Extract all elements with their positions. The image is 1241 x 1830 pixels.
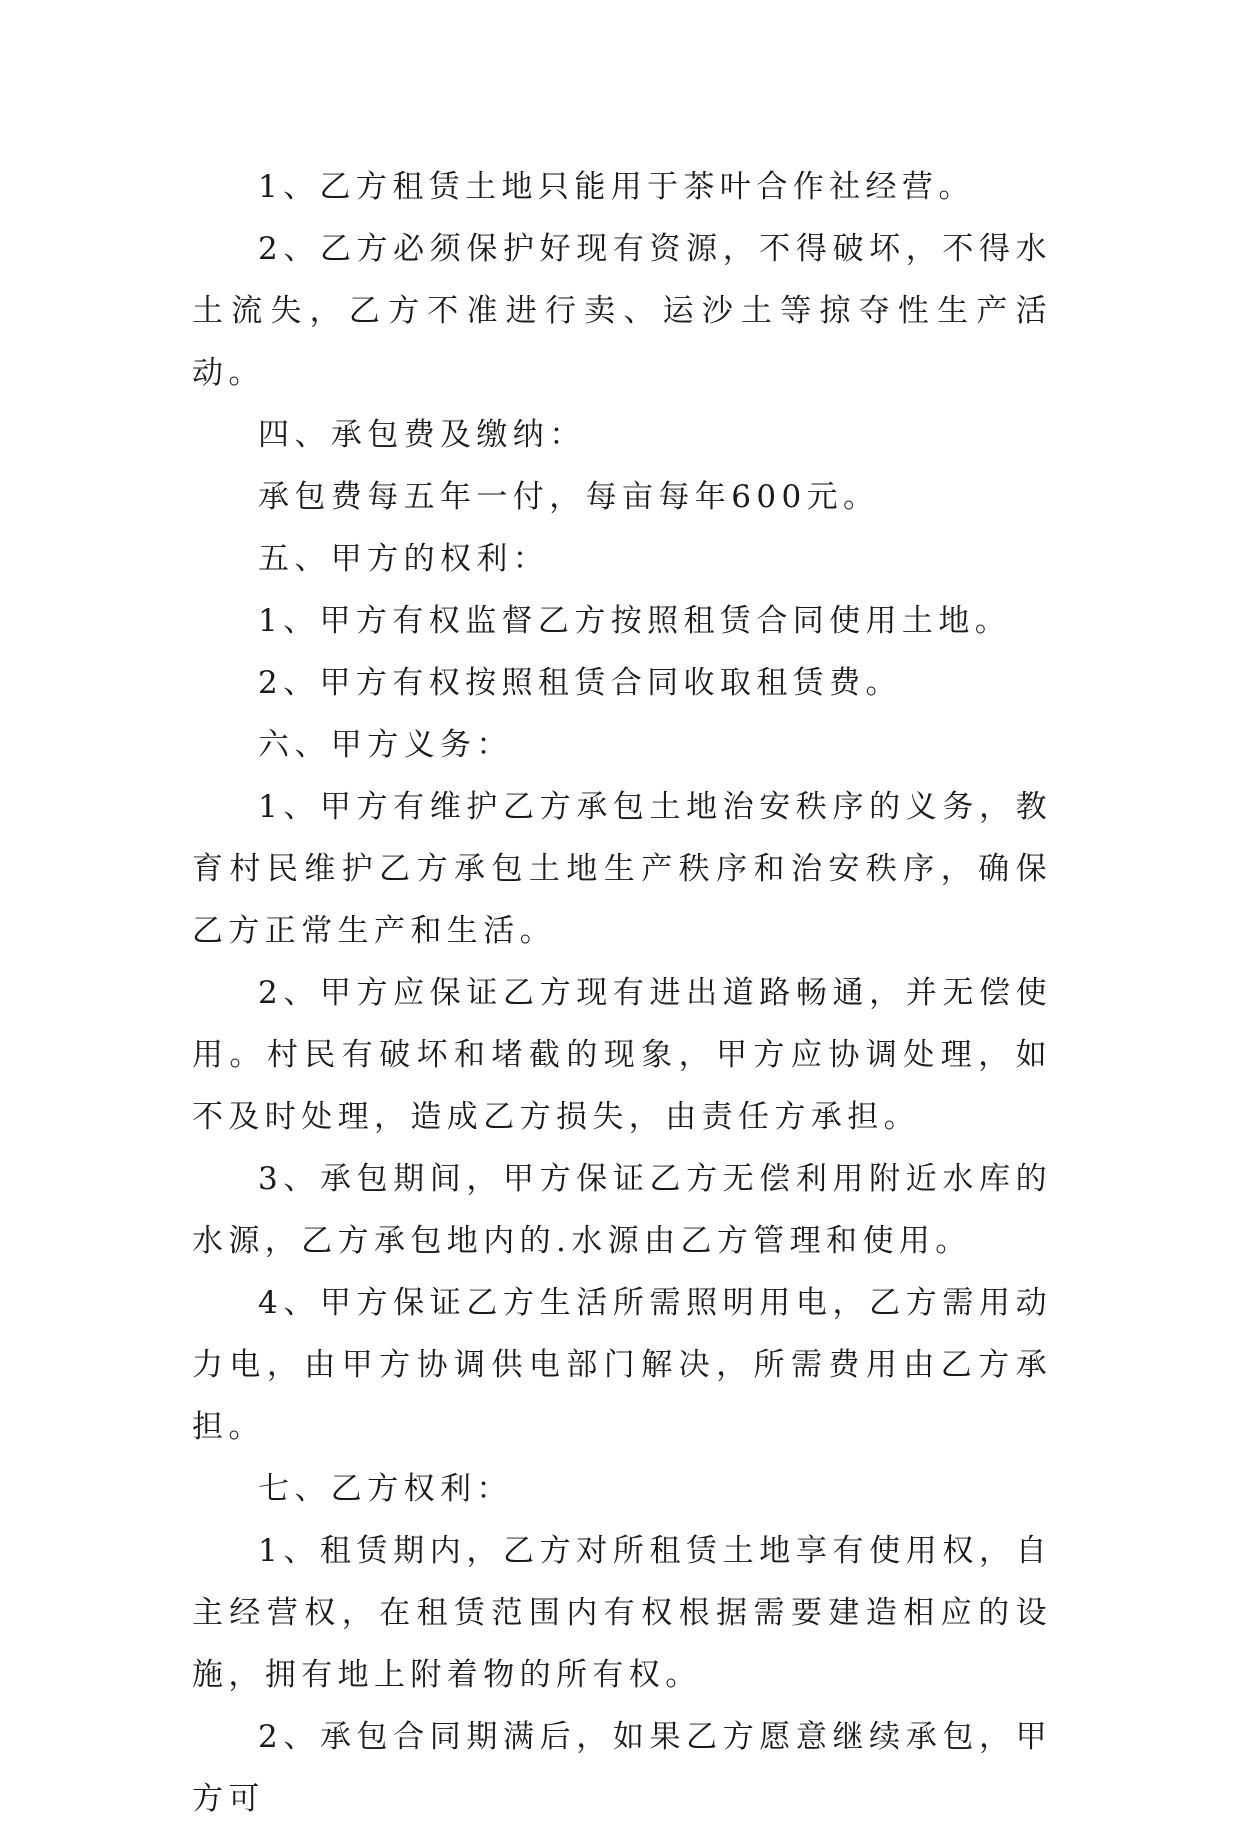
- paragraph-party-a-right-2: 2、甲方有权按照租赁合同收取租赁费。: [258, 665, 902, 701]
- paragraph-party-a-duty-2: 2、甲方应保证乙方现有进出道路畅通，并无偿使用。村民有破坏和堵截的现象，甲方应协调处理，如不及时处理，造成乙方损失，由责任方承担。: [192, 975, 1052, 1135]
- paragraph-clause-1-usage: 1、乙方租赁土地只能用于茶叶合作社经营。: [258, 169, 975, 205]
- paragraph-party-a-duty-3: 3、承包期间，甲方保证乙方无偿利用附近水库的水源，乙方承包地内的.水源由乙方管理和使用。: [192, 1161, 1052, 1259]
- paragraph-fee-terms: 承包费每五年一付，每亩每年600元。: [258, 479, 880, 515]
- paragraph-party-a-duty-4: 4、甲方保证乙方生活所需照明用电，乙方需用动力电，由甲方协调供电部门解决，所需费用由乙方承担。: [192, 1285, 1052, 1445]
- paragraph-party-a-duty-1: 1、甲方有维护乙方承包土地治安秩序的义务，教育村民维护乙方承包土地生产秩序和治安秩序，确保乙方正常生产和生活。: [192, 789, 1052, 949]
- paragraph-clause-2-protection: 2、乙方必须保护好现有资源，不得破坏，不得水土流失，乙方不准进行卖、运沙土等掠夺性生产活动。: [192, 231, 1052, 391]
- paragraph-party-b-right-2: 2、承包合同期满后，如果乙方愿意继续承包，甲方可: [192, 1719, 1052, 1817]
- paragraph-party-a-right-1: 1、甲方有权监督乙方按照租赁合同使用土地。: [258, 603, 1012, 639]
- paragraph-party-b-right-1: 1、租赁期内，乙方对所租赁土地享有使用权，自主经营权，在租赁范围内有权根据需要建造相应的设施，拥有地上附着物的所有权。: [192, 1533, 1052, 1693]
- section-heading-7-party-b-rights: 七、乙方权利：: [258, 1471, 513, 1507]
- section-heading-5-party-a-rights: 五、甲方的权利：: [258, 541, 550, 577]
- document-body: [192, 156, 1052, 1830]
- section-heading-4-fees: 四、承包费及缴纳：: [258, 417, 586, 453]
- section-heading-6-party-a-duties: 六、甲方义务：: [258, 727, 513, 763]
